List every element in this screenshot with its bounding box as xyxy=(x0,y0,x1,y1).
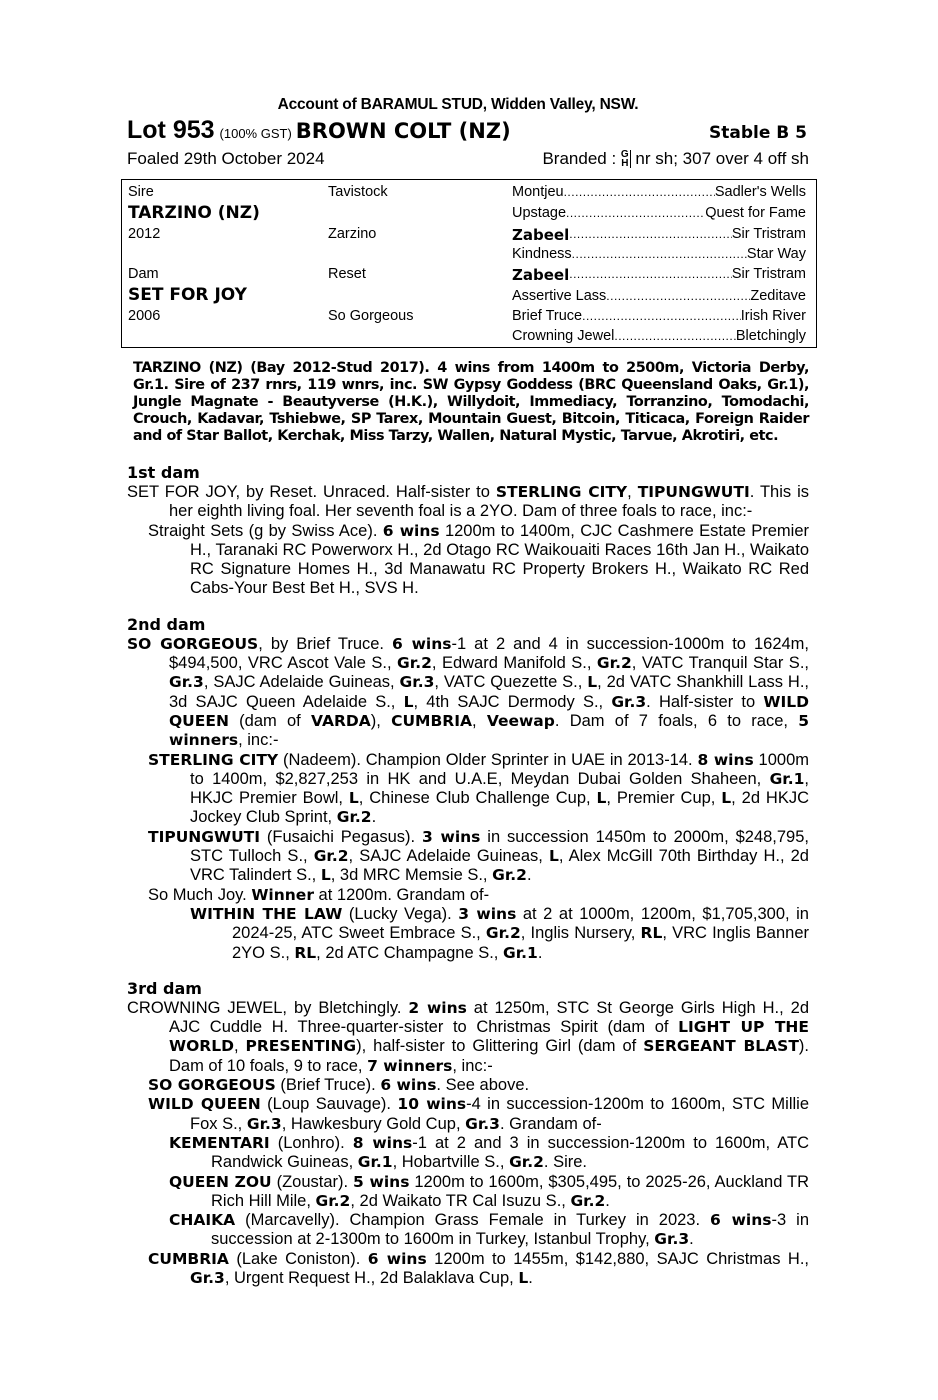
third-dam-heading: 3rd dam xyxy=(127,978,202,998)
progeny-entry: WILD QUEEN (Loup Sauvage). 10 wins-4 in succession-1200m to 1600m, STC Millie Fox S., Gr.3, Hawkesbury Gold Cup, Gr.3. Grandam of- xyxy=(148,1095,810,1133)
ancestor-row xyxy=(512,266,806,284)
brand-bottom: H xyxy=(621,158,629,169)
ancestor-left: Zabeel xyxy=(512,266,570,284)
foaled-date: Foaled 29th October 2024 xyxy=(127,149,325,168)
ancestor-row xyxy=(512,246,806,262)
lot-number: Lot 953 xyxy=(127,116,215,144)
dam-sire: Reset xyxy=(328,266,366,282)
ancestor-left: Brief Truce xyxy=(512,308,583,324)
ancestor-row xyxy=(512,205,806,221)
ancestor-left: Montjeu xyxy=(512,184,564,200)
progeny-entry: CUMBRIA (Lake Coniston). 6 wins 1200m to 1455m, $142,880, SAJC Christmas H., Gr.3, Urgent Request H., 2d Balaklava Cup, L. xyxy=(148,1249,810,1287)
branded-suffix: nr sh; 307 over 4 off sh xyxy=(630,149,809,168)
ancestor-right: Quest for Fame xyxy=(705,205,806,221)
progeny-entry: QUEEN ZOU (Zoustar). 5 wins 1200m to 1600m, $305,495, to 2025-26, Auckland TR Rich Hill Mile, Gr.2, 2d Waikato TR Cal Isuzu S., Gr.2. xyxy=(169,1172,810,1210)
sire-summary: TARZINO (NZ) (Bay 2012-Stud 2017). 4 wins from 1400m to 2500m, Victoria Derby, Gr.1. Sire of 237 rnrs, 119 wnrs, inc. SW Gypsy Goddess (BRC Queensland Oaks, Gr.1), Jungle Magnate - Beautyverse (H.K.), Willydoit, Immediacy, Torranzino, Tomodachi, Crouch, Kadavar, Tshiebwe, SP Tarex, Mountain Guest, Bitcoin, Titicaca, Foreign Raider and of Star Ballot, Kerchak, Miss Tarzy, Wallen, Natural Mystic, Tarvue, Akrotiri, etc. xyxy=(133,360,809,444)
progeny-entry: CHAIKA (Marcavelly). Champion Grass Female in Turkey in 2023. 6 wins-3 in succession at 2-1300m to 1600m in Turkey, Istanbul Trophy, Gr.3. xyxy=(169,1211,810,1249)
ancestor-row xyxy=(512,328,806,344)
ancestor-right: Zeditave xyxy=(750,288,806,304)
brand-mark-icon xyxy=(621,150,631,168)
progeny-entry: STERLING CITY (Nadeem). Champion Older Sprinter in UAE in 2013-14. 8 wins 1000m to 1400m, $2,827,253 in HK and U.A.E, Meydan Dubai Golden Shaheen, Gr.1, HKJC Premier Bowl, L, Chinese Club Challenge Cup, L, Premier Cup, L, 2d HKJC Jockey Club Sprint, Gr.2. xyxy=(148,750,809,827)
ancestor-left: Upstage xyxy=(512,205,567,221)
first-dam-text: SET FOR JOY, by Reset. Unraced. Half-sister to STERLING CITY, TIPUNGWUTI. This is her eighth living foal. Her seventh foal is a 2YO. Dam of three foals to race, inc:- xyxy=(127,483,810,521)
ancestor-right: Bletchingly xyxy=(735,328,806,344)
progeny-entry: So Much Joy. Winner at 1200m. Grandam of- xyxy=(148,885,490,904)
ancestor-row xyxy=(512,184,806,200)
pedigree-table xyxy=(121,179,817,348)
sire-label: Sire xyxy=(128,184,154,200)
ancestor-row xyxy=(512,288,806,304)
dam-year: 2006 xyxy=(128,308,161,324)
second-dam-heading: 2nd dam xyxy=(127,614,206,634)
branded-prefix: Branded : xyxy=(542,149,621,168)
first-dam-heading: 1st dam xyxy=(127,463,200,482)
lot-line xyxy=(127,116,809,145)
ancestor-left: Zabeel xyxy=(512,226,570,244)
ancestor-right: Star Way xyxy=(746,246,806,262)
ancestor-right: Sir Tristram xyxy=(731,266,806,282)
stable-location: Stable B 5 xyxy=(709,123,807,143)
vendor-account: Account of BARAMUL STUD, Widden Valley, NSW. xyxy=(277,96,639,113)
sire-name: TARZINO (NZ) xyxy=(128,203,260,223)
branded-info xyxy=(542,149,809,169)
brand-top: G xyxy=(620,149,629,160)
ancestor-left: Assertive Lass xyxy=(512,288,607,304)
progeny-entry: SO GORGEOUS (Brief Truce). 6 wins. See above. xyxy=(148,1076,530,1095)
ancestor-right: Sir Tristram xyxy=(731,226,806,242)
ancestor-row xyxy=(512,308,806,324)
dam-name: SET FOR JOY xyxy=(128,285,247,305)
progeny-entry: TIPUNGWUTI (Fusaichi Pegasus). 3 wins in succession 1450m to 2000m, $248,795, STC Tulloch S., Gr.2, SAJC Adelaide Guineas, L, Alex McGill 70th Birthday H., 2d VRC Talindert S., L, 3d MRC Memsie S., Gr.2. xyxy=(148,827,809,885)
progeny-entry: KEMENTARI (Lonhro). 8 wins-1 at 2 and 3 in succession-1200m to 1600m, ATC Randwick Guineas, Gr.1, Hobartville S., Gr.2. Sire. xyxy=(169,1133,809,1172)
lot-title: BROWN COLT (NZ) xyxy=(295,119,511,143)
second-dam-text: SO GORGEOUS, by Brief Truce. 6 wins-1 at 2 and 4 in succession-1000m to 1624m, $494,500, VRC Ascot Vale S., Gr.2, Edward Manifold S., Gr.2, VATC Tranquil Star S., Gr.3, SAJC Adelaide Guineas, Gr.3, VATC Quezette S., L, 2d VATC Shankhill Lass H., 3d SAJC Queen Adelaide S., L, 4th SAJC Dermody S., Gr.3. Half-sister to WILD QUEEN (dam of VARDA), CUMBRIA, Veewap. Dam of 7 foals, 6 to race, 5 winners, inc:- xyxy=(127,634,810,750)
gst-note: (100% GST) xyxy=(219,126,292,141)
ancestor-right: Sadler's Wells xyxy=(714,184,806,200)
sire-dam: Zarzino xyxy=(328,226,377,242)
foaled-line xyxy=(127,149,809,169)
catalogue-page xyxy=(127,96,809,1288)
ancestor-left: Kindness xyxy=(512,246,572,262)
dam-dam: So Gorgeous xyxy=(328,308,414,324)
ancestor-row xyxy=(512,226,806,244)
sire-sire: Tavistock xyxy=(328,184,388,200)
ancestor-right: Irish River xyxy=(740,308,806,324)
progeny-entry: Straight Sets (g by Swiss Ace). 6 wins 1200m to 1400m, CJC Cashmere Estate Premier H., Taranaki RC Powerworx H., 2d Otago RC Waikouaiti Races 16th Jan H., Waikato RC Signature Homes H., 3d Manawatu RC Property Brokers H., Waikato RC Red Cabs-Your Best Bet H., SVS H. xyxy=(148,521,809,598)
dam-label: Dam xyxy=(128,266,159,282)
sire-year: 2012 xyxy=(128,226,161,242)
third-dam-text: CROWNING JEWEL, by Bletchingly. 2 wins at 1250m, STC St George Girls High H., 2d AJC Cuddle H. Three-quarter-sister to Christmas Spirit (dam of LIGHT UP THE WORLD, PRESENTING), half-sister to Glittering Girl (dam of SERGEANT BLAST). Dam of 10 foals, 9 to race, 7 winners, inc:- xyxy=(127,998,810,1075)
ancestor-left: Crowning Jewel xyxy=(512,328,615,344)
progeny-entry: WITHIN THE LAW (Lucky Vega). 3 wins at 2 at 1000m, 1200m, $1,705,300, in 2024-25, ATC Sweet Embrace S., Gr.2, Inglis Nursery, RL, VRC Inglis Banner 2YO S., RL, 2d ATC Champagne S., Gr.1. xyxy=(190,904,809,962)
